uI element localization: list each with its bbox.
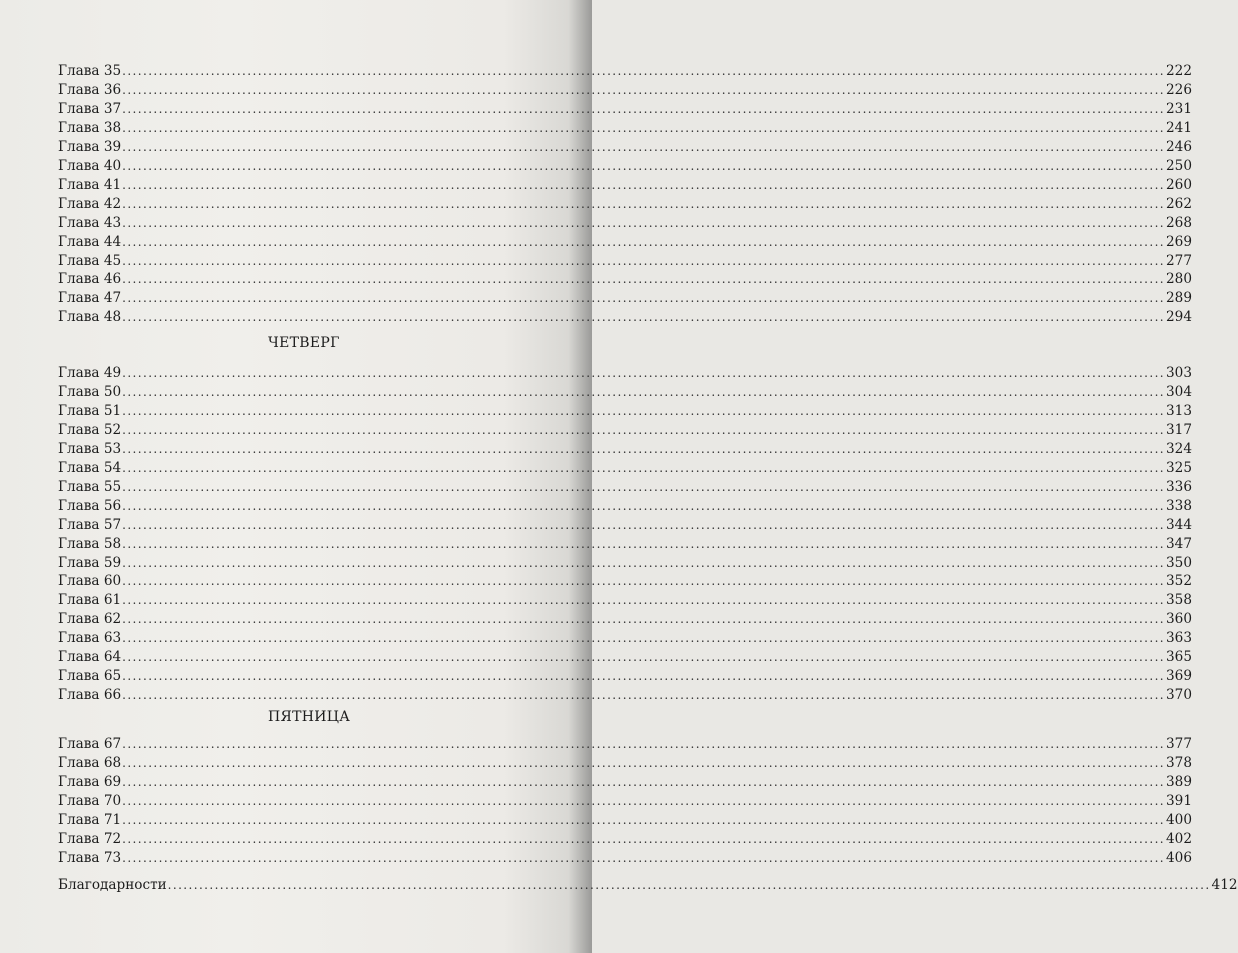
toc-entry (58, 62, 1192, 81)
entry-label: Глава 43 (58, 214, 122, 231)
entry-label: Глава 42 (58, 195, 122, 212)
dot-leader: ........................................................................................................................................................................................................ (122, 460, 1166, 475)
entry-page-number: 370 (1166, 687, 1192, 704)
entry-page-number: 350 (1166, 554, 1192, 571)
toc-entry (58, 610, 1192, 629)
entry-page-number: 352 (1166, 573, 1192, 590)
entry-page-number: 358 (1166, 592, 1192, 609)
entry-page-number: 241 (1166, 119, 1192, 136)
toc-entry (58, 233, 1192, 252)
entry-page-number: 365 (1166, 649, 1192, 666)
dot-leader: ........................................................................................................................................................................................................ (122, 831, 1166, 846)
dot-leader: ........................................................................................................................................................................................................ (122, 158, 1166, 173)
dot-leader: ........................................................................................................................................................................................................ (122, 812, 1166, 827)
entry-page-number: 344 (1166, 516, 1192, 533)
entry-label: Глава 73 (58, 849, 122, 866)
toc-entry (58, 308, 1192, 327)
toc-entry (58, 402, 1192, 421)
dot-leader: ........................................................................................................................................................................................................ (122, 850, 1166, 865)
entry-page-number: 260 (1166, 176, 1192, 193)
dot-leader: ........................................................................................................................................................................................................ (122, 498, 1166, 513)
toc-entry (58, 478, 1192, 497)
toc-entry (58, 792, 1192, 811)
entry-label: Глава 64 (58, 649, 122, 666)
entry-page-number: 280 (1166, 271, 1192, 288)
dot-leader: ........................................................................................................................................................................................................ (122, 536, 1166, 551)
entry-label: Глава 65 (58, 668, 122, 685)
toc-entry (58, 364, 1192, 383)
entry-page-number: 324 (1166, 440, 1192, 457)
entry-label: Глава 62 (58, 611, 122, 628)
dot-leader: ........................................................................................................................................................................................................ (122, 82, 1166, 97)
toc-entry (58, 176, 1192, 195)
entry-label: Глава 39 (58, 138, 122, 155)
entry-page-number: 360 (1166, 611, 1192, 628)
toc-entry (58, 572, 1192, 591)
toc-entry (58, 459, 1192, 478)
entry-label: Глава 47 (58, 290, 122, 307)
entry-page-number: 222 (1166, 63, 1192, 79)
toc-entry (58, 648, 1192, 667)
entry-label: Глава 68 (58, 754, 122, 771)
dot-leader: ........................................................................................................................................................................................................ (122, 612, 1166, 627)
entry-label: Глава 69 (58, 773, 122, 790)
entry-page-number: 304 (1166, 383, 1192, 400)
toc-entry (58, 773, 1192, 792)
dot-leader: ........................................................................................................................................................................................................ (122, 774, 1166, 789)
toc-entry (58, 252, 1192, 271)
toc-entry (58, 735, 1192, 754)
toc-entry (58, 100, 1192, 119)
entry-label: Глава 48 (58, 309, 122, 326)
entry-page-number: 303 (1166, 365, 1192, 381)
entry-page-number: 231 (1166, 100, 1192, 117)
toc-entry (58, 383, 1192, 402)
dot-leader: ........................................................................................................................................................................................................ (122, 441, 1166, 456)
entry-label: Глава 52 (58, 421, 122, 438)
entry-label: Глава 49 (58, 365, 122, 381)
entry-label: Глава 63 (58, 630, 122, 647)
entry-page-number: 402 (1166, 830, 1192, 847)
entry-label: Глава 50 (58, 383, 122, 400)
dot-leader: ........................................................................................................................................................................................................ (122, 631, 1166, 646)
entry-label: Глава 40 (58, 157, 122, 174)
toc-entry (58, 516, 1192, 535)
entry-label: Глава 35 (58, 63, 122, 79)
toc-entry (58, 876, 1238, 895)
toc-entry (58, 629, 1192, 648)
entry-page-number: 377 (1166, 736, 1192, 752)
toc-entry (58, 849, 1192, 868)
entry-label: Глава 61 (58, 592, 122, 609)
entry-label: Глава 67 (58, 736, 122, 752)
entry-page-number: 325 (1166, 459, 1192, 476)
toc-entry (58, 138, 1192, 157)
entry-page-number: 363 (1166, 630, 1192, 647)
entry-page-number: 338 (1166, 497, 1192, 514)
toc-entry (58, 440, 1192, 459)
dot-leader: ........................................................................................................................................................................................................ (122, 120, 1166, 135)
entry-page-number: 389 (1166, 773, 1192, 790)
entry-page-number: 369 (1166, 668, 1192, 685)
entry-label: Глава 72 (58, 830, 122, 847)
dot-leader: ........................................................................................................................................................................................................ (122, 64, 1166, 78)
toc-entry (58, 289, 1192, 308)
entry-page-number: 317 (1166, 421, 1192, 438)
dot-leader: ........................................................................................................................................................................................................ (122, 234, 1166, 249)
entry-label: Глава 60 (58, 573, 122, 590)
dot-leader: ........................................................................................................................................................................................................ (122, 272, 1166, 287)
dot-leader: ........................................................................................................................................................................................................ (122, 177, 1166, 192)
entry-page-number: 400 (1166, 811, 1192, 828)
toc-entry (58, 554, 1192, 573)
entry-page-number: 268 (1166, 214, 1192, 231)
dot-leader: ........................................................................................................................................................................................................ (122, 650, 1166, 665)
dot-leader: ........................................................................................................................................................................................................ (122, 101, 1166, 116)
entry-label: Глава 36 (58, 81, 122, 98)
dot-leader: ........................................................................................................................................................................................................ (167, 878, 1211, 892)
dot-leader: ........................................................................................................................................................................................................ (122, 422, 1166, 437)
entry-label: Глава 71 (58, 811, 122, 828)
entry-page-number: 406 (1166, 849, 1192, 866)
entry-page-number: 246 (1166, 138, 1192, 155)
entry-page-number: 347 (1166, 535, 1192, 552)
dot-leader: ........................................................................................................................................................................................................ (122, 403, 1166, 418)
entry-page-number: 226 (1166, 81, 1192, 98)
entry-label: Глава 53 (58, 440, 122, 457)
section-heading: ЧЕТВЕРГ (268, 335, 340, 351)
entry-page-number: 412 (1211, 877, 1238, 893)
dot-leader: ........................................................................................................................................................................................................ (122, 574, 1166, 589)
entry-label: Глава 58 (58, 535, 122, 552)
dot-leader: ........................................................................................................................................................................................................ (122, 688, 1166, 703)
entry-page-number: 289 (1166, 290, 1192, 307)
toc-entry (58, 195, 1192, 214)
entry-page-number: 269 (1166, 233, 1192, 250)
toc-entry (58, 157, 1192, 176)
toc-entry (58, 81, 1192, 100)
entry-page-number: 294 (1166, 309, 1192, 326)
entry-label: Глава 45 (58, 252, 122, 269)
dot-leader: ........................................................................................................................................................................................................ (122, 737, 1166, 751)
toc-entry (58, 270, 1192, 289)
dot-leader: ........................................................................................................................................................................................................ (122, 291, 1166, 306)
entry-page-number: 391 (1166, 792, 1192, 809)
entry-label: Глава 55 (58, 478, 122, 495)
dot-leader: ........................................................................................................................................................................................................ (122, 253, 1166, 268)
entry-label: Глава 59 (58, 554, 122, 571)
entry-page-number: 336 (1166, 478, 1192, 495)
entry-page-number: 313 (1166, 402, 1192, 419)
entry-label: Глава 51 (58, 402, 122, 419)
toc-entry (58, 830, 1192, 849)
toc-entry (58, 591, 1192, 610)
entry-label: Глава 41 (58, 176, 122, 193)
entry-page-number: 262 (1166, 195, 1192, 212)
entry-label: Глава 57 (58, 516, 122, 533)
dot-leader: ........................................................................................................................................................................................................ (122, 479, 1166, 494)
toc-entry (58, 421, 1192, 440)
entry-label: Глава 66 (58, 687, 122, 704)
dot-leader: ........................................................................................................................................................................................................ (122, 215, 1166, 230)
dot-leader: ........................................................................................................................................................................................................ (122, 196, 1166, 211)
entry-label: Глава 54 (58, 459, 122, 476)
entry-label: Глава 46 (58, 271, 122, 288)
dot-leader: ........................................................................................................................................................................................................ (122, 310, 1166, 325)
section-heading: ПЯТНИЦА (268, 709, 351, 725)
entry-label: Благодарности (58, 877, 167, 893)
entry-page-number: 250 (1166, 157, 1192, 174)
toc-entry (58, 811, 1192, 830)
toc-entry (58, 119, 1192, 138)
entry-label: Глава 37 (58, 100, 122, 117)
toc-entry (58, 535, 1192, 554)
entry-page-number: 378 (1166, 754, 1192, 771)
dot-leader: ........................................................................................................................................................................................................ (122, 669, 1166, 684)
toc-entry (58, 686, 1192, 705)
dot-leader: ........................................................................................................................................................................................................ (122, 366, 1166, 380)
dot-leader: ........................................................................................................................................................................................................ (122, 384, 1166, 399)
entry-label: Глава 44 (58, 233, 122, 250)
dot-leader: ........................................................................................................................................................................................................ (122, 793, 1166, 808)
toc-entry (58, 497, 1192, 516)
toc-entry (58, 214, 1192, 233)
toc-entry (58, 667, 1192, 686)
dot-leader: ........................................................................................................................................................................................................ (122, 555, 1166, 570)
dot-leader: ........................................................................................................................................................................................................ (122, 517, 1166, 532)
dot-leader: ........................................................................................................................................................................................................ (122, 755, 1166, 770)
entry-label: Глава 56 (58, 497, 122, 514)
toc-entry (58, 754, 1192, 773)
entry-label: Глава 38 (58, 119, 122, 136)
dot-leader: ........................................................................................................................................................................................................ (122, 593, 1166, 608)
dot-leader: ........................................................................................................................................................................................................ (122, 139, 1166, 154)
entry-page-number: 277 (1166, 252, 1192, 269)
entry-label: Глава 70 (58, 792, 122, 809)
